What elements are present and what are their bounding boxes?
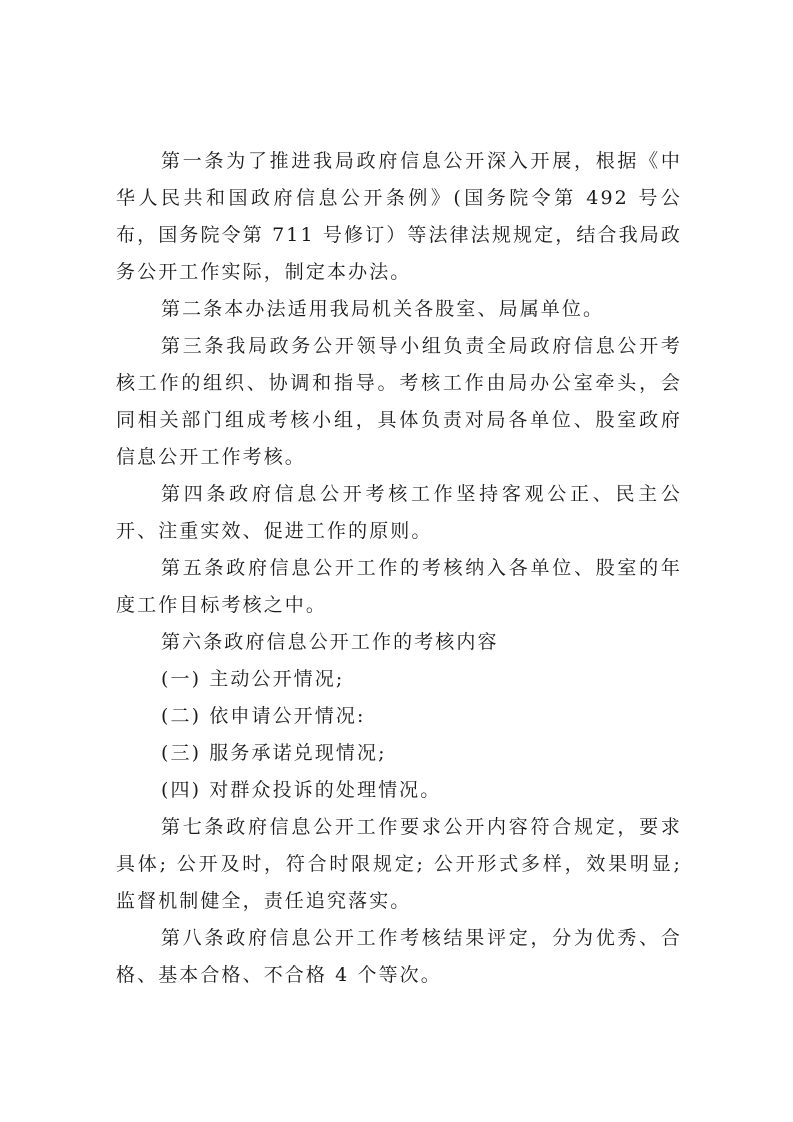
article-6: 第六条政府信息公开工作的考核内容 — [161, 631, 499, 653]
article-6-item-4: (四) 对群众投诉的处理情况。 — [161, 779, 442, 801]
article-1: 第一条为了推进我局政府信息公开深入开展，根据《中华人民共和国政府信息公开条例》(国务院令第 492 号公布，国务院令第 711 号修订）等法律法规规定，结合我局政务公开工作实际，制定本办法。 — [116, 150, 682, 283]
article-7: 第七条政府信息公开工作要求公开内容符合规定，要求具体; 公开及时，符合时限规定; 公开形式多样，效果明显; 监督机制健全，责任追究落实。 — [116, 816, 682, 912]
article-2: 第二条本办法适用我局机关各股室、局属单位。 — [161, 298, 605, 320]
article-6-item-3: (三) 服务承诺兑现情况; — [161, 742, 387, 764]
article-3: 第三条我局政务公开领导小组负责全局政府信息公开考核工作的组织、协调和指导。考核工作由局办公室牵头，会同相关部门组成考核小组，具体负责对局各单位、股室政府信息公开工作考核。 — [116, 335, 682, 468]
article-5: 第五条政府信息公开工作的考核纳入各单位、股室的年度工作目标考核之中。 — [116, 557, 682, 616]
article-8: 第八条政府信息公开工作考核结果评定，分为优秀、合格、基本合格、不合格 4 个等次。 — [116, 927, 682, 986]
article-6-item-1: (一) 主动公开情况; — [161, 668, 345, 690]
article-4: 第四条政府信息公开考核工作坚持客观公正、民主公开、注重实效、促进工作的原则。 — [116, 483, 682, 542]
article-6-item-2: (二) 依申请公开情况: — [161, 705, 366, 727]
